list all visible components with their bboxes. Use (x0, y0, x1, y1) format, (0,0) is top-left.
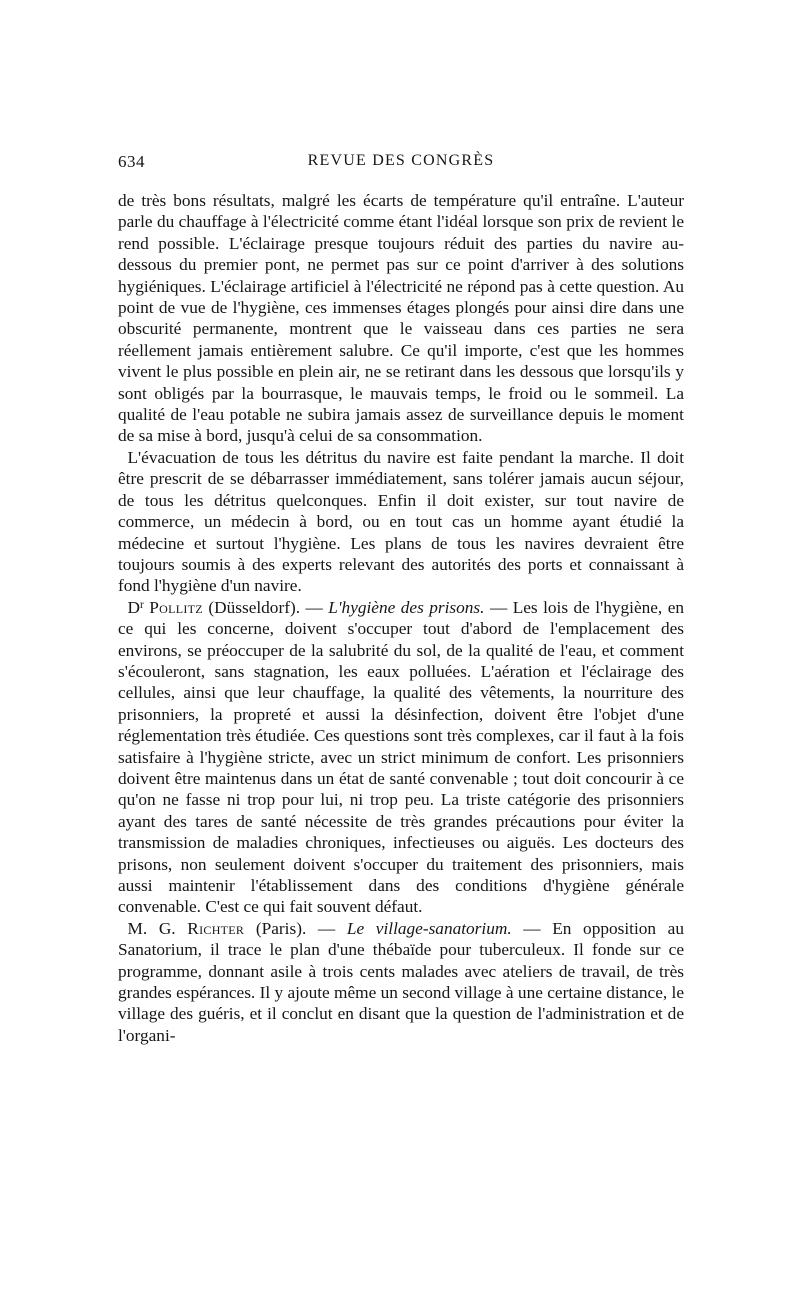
author-name: Pollitz (149, 597, 203, 617)
paper-title: Le village-sanatorium. (346, 918, 512, 938)
page-header (118, 152, 684, 176)
paragraph-ship-hygiene-continued: de très bons résultats, malgré les écarts de température qu'il entraîne. L'auteur parle du chauffage à l'électricité comme étant l'idéal lorsque son prix de revient le rend possible. L'éclairage presque toujours réduit des parties du navire au-dessous du premier pont, ne permet pas sur ce point d'arriver à des solutions hygiéniques. L'éclairage artificiel à l'électricité ne répond pas à cette question. Au point de vue de l'hygiène, ces immenses étages plongés pour ainsi dire dans une obscurité permanente, montrent que le vaisseau dans ces parties ne sera réellement jamais entièrement salubre. Ce qu'il importe, c'est que les hommes vivent le plus possible en plein air, ne se retirant dans les dessous que lorsqu'ils y sont obligés par la bourrasque, le mauvais temps, le froid ou le sommeil. La qualité de l'eau potable ne subira jamais assez de surveillance depuis le moment de sa mise à bord, jusqu'à celui de sa consommation. (118, 191, 684, 446)
body-text (118, 190, 684, 1046)
paper-title: L'hygiène des prisons. (328, 597, 485, 617)
author-place: (Düsseldorf). — (202, 597, 329, 617)
author-place: (Paris). — (244, 918, 347, 938)
paragraph-village-sanatorium (118, 918, 684, 1046)
paragraph-text: — Les lois de l'hygiène, en ce qui les concerne, doivent s'occuper tout d'abord de l'emplacement des environs, se préoccuper de la salubrité du sol, de la qualité de l'eau, et comment s'écouleront, sans stagnation, les eaux polluées. L'aération et l'éclairage des cellules, ainsi que leur chauffage, la qualité des vêtements, la nourriture des prisonniers, la propreté et aussi la désinfection, doivent être l'objet d'une réglementation très étudiée. Ces questions sont très complexes, car il faut à la fois satisfaire à l'hygiène stricte, avec un strict minimum de confort. Les prisonniers doivent être maintenus dans un état de santé convenable ; tout doit concourir à ce qu'on ne fasse ni trop pour lui, ni trop peu. La triste catégorie des prisonniers ayant des tares de santé nécessite de très grandes précautions pour éviter la transmission de maladies chroniques, infectieuses ou aiguës. Les docteurs des prisons, non seulement doivent s'occuper du traitement des prisonniers, mais aussi maintenir l'établissement dans des conditions d'hygiène générale convenable. C'est ce qui fait souvent défaut. (118, 597, 685, 917)
author-title-prefix: D (127, 597, 140, 617)
author-title-superscript: r (139, 598, 144, 611)
page-number: 634 (118, 152, 145, 171)
paragraph-prison-hygiene (118, 597, 684, 918)
running-title: REVUE DES CONGRÈS (307, 152, 495, 169)
paragraph-text: — En opposition au Sanatorium, il trace le plan d'une thébaïde pour tuberculeux. Il fonde sur ce programme, donnant asile à trois cents malades avec ateliers de travail, de très grandes espérances. Il y ajoute même un second village à une certaine distance, le village des guéris, et il conclut en disant que la question de l'administration et de l'organi- (118, 918, 684, 1045)
author-name: Richter (187, 918, 245, 938)
author-title-prefix: M. G. (127, 918, 188, 938)
paragraph-waste-evacuation: L'évacuation de tous les détritus du navire est faite pendant la marche. Il doit être prescrit de se débarrasser immédiatement, sans tolérer jamais aucun séjour, de tous les détritus quelconques. Enfin il doit exister, sur tout navire de commerce, un médecin à bord, ou en tout cas un homme ayant étudié la médecine et surtout l'hygiène. Les plans de tous les navires devraient être toujours soumis à des experts relevant des autorités des ports et connaissant à fond l'hygiène d'un navire. (118, 447, 684, 596)
